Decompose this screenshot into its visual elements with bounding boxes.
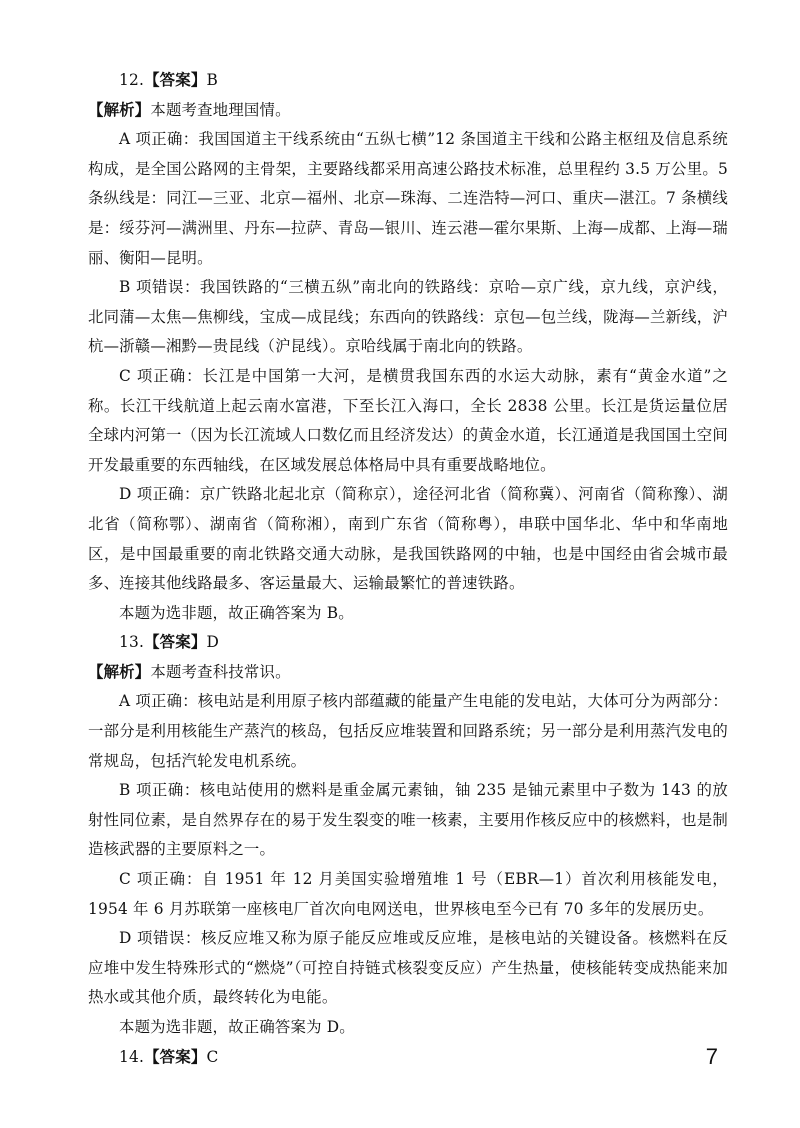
- q13-answer-tag: 【答案】: [144, 633, 207, 652]
- q13-analysis-tag: 【解析】: [88, 662, 151, 681]
- q12-number: 12.: [119, 71, 145, 89]
- q12-answer: B: [206, 71, 218, 89]
- q13-option-b: B 项正确：核电站使用的燃料是重金属元素铀，铀 235 是铀元素里中子数为 143 的放射性同位素，是自然界存在的易于发生裂变的唯一核素，主要用作核反应中的核燃料，也是制造核武器的主要原料之一。: [88, 781, 728, 859]
- q12-option-d: D 项正确：京广铁路北起北京（简称京），途径河北省（简称冀）、河南省（简称豫）、湖北省（简称鄂）、湖南省（简称湘），南到广东省（简称粤），串联中国华北、华中和华南地区，是中国最重要的南北铁路交通大动脉，是我国铁路网的中轴，也是中国经由省会城市最多、连接其他线路最多、客运量最大、运输最繁忙的普速铁路。: [88, 485, 728, 593]
- q12-analysis: 本题考查地理国情。: [150, 100, 291, 119]
- q12-conclusion: 本题为选非题，故正确答案为 B。: [119, 603, 354, 622]
- q13-option-d: D 项错误：核反应堆又称为原子能反应堆或反应堆，是核电站的关键设备。核燃料在反应堆中发生特殊形式的“燃烧”（可控自持链式核裂变反应）产生热量，使核能转变成热能来加热水或其他介质，最终转化为电能。: [88, 929, 728, 1007]
- q13-answer: D: [206, 633, 219, 652]
- q12-answer-tag: 【答案】: [144, 71, 207, 89]
- q13-conclusion: 本题为选非题，故正确答案为 D。: [119, 1018, 355, 1036]
- q14-number: 14.: [119, 1047, 145, 1066]
- q12-analysis-tag: 【解析】: [88, 100, 151, 119]
- q14-answer: C: [206, 1047, 219, 1066]
- q12-option-b: B 项错误：我国铁路的“三横五纵”南北向的铁路线：京哈—京广线，京九线，京沪线，北同蒲—太焦—焦柳线，宝成—成昆线；东西向的铁路线：京包—包兰线，陇海—兰新线，沪杭—浙赣—湘黔—贵昆线（沪昆线）。京哈线属于南北向的铁路。: [88, 278, 728, 356]
- document-page: [88, 66, 728, 1072]
- q14-answer-line: [88, 1043, 728, 1073]
- q13-number: 13.: [119, 633, 145, 652]
- q13-option-c: C 项正确：自 1951 年 12 月美国实验增殖堆 1 号（EBR—1）首次利用核能发电，1954 年 6 月苏联第一座核电厂首次向电网送电，世界核电至今已有 70 多年的发展历史。: [88, 870, 728, 918]
- q13-analysis: 本题考查科技常识。: [150, 662, 291, 681]
- q12-option-a: A 项正确：我国国道主干线系统由“五纵七横”12 条国道主干线和公路主枢纽及信息系统构成，是全国公路网的主骨架，主要路线都采用高速公路技术标准，总里程约 3.5 万公里。5 条纵线是：同江—三亚、北京—福州、北京—珠海、二连浩特—河口、重庆—湛江。7 条横线是：绥芬河—满洲里、丹东—拉萨、青岛—银川、连云港—霍尔果斯、上海—成都、上海—瑞丽、衡阳—昆明。: [88, 130, 728, 267]
- q12-answer-line: [88, 66, 728, 96]
- page-number: 7: [705, 1044, 718, 1069]
- q12-option-c: C 项正确：长江是中国第一大河，是横贯我国东西的水运大动脉，素有“黄金水道”之称。长江干线航道上起云南水富港，下至长江入海口，全长 2838 公里。长江是货运量位居全球内河第一（因为长江流域人口数亿而且经济发达）的黄金水道，长江通道是我国国土空间开发最重要的东西轴线，在区域发展总体格局中具有重要战略地位。: [88, 366, 728, 474]
- q14-answer-tag: 【答案】: [144, 1047, 207, 1066]
- q13-option-a: A 项正确：核电站是利用原子核内部蕴藏的能量产生电能的发电站，大体可分为两部分：一部分是利用核能生产蒸汽的核岛，包括反应堆装置和回路系统；另一部分是利用蒸汽发电的常规岛，包括汽轮发电机系统。: [88, 692, 728, 770]
- q13-answer-line: [88, 628, 728, 658]
- q13-analysis-line: [88, 658, 728, 688]
- q12-analysis-line: [88, 96, 728, 126]
